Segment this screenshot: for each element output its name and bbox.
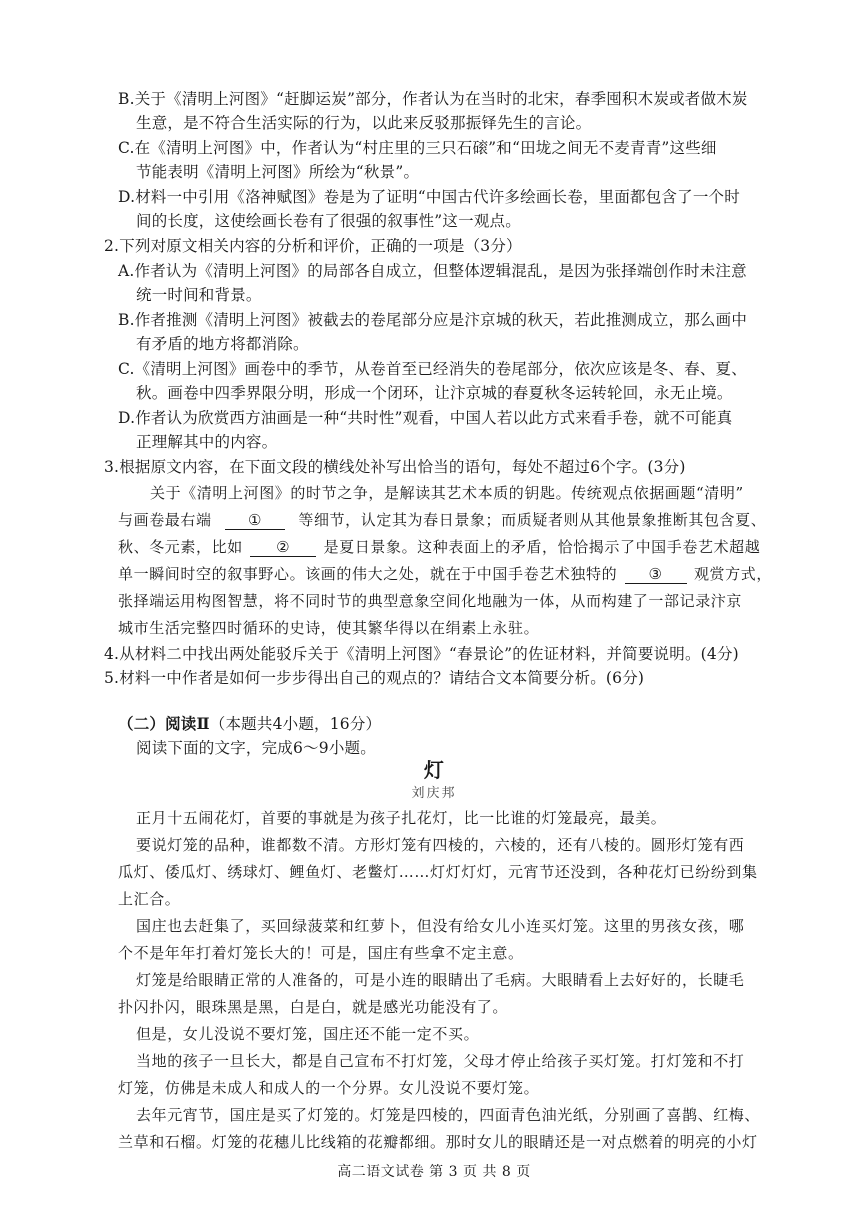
section-2-instruction: 阅读下面的文字，完成6～9小题。 [136,739,376,757]
q1-option-d-line2: 间的长度，这使绘画长卷有了很强的叙事性”这一观点。 [136,212,521,230]
q3-passage-line1: 关于《清明上河图》的时节之争，是解读其艺术本质的钥匙。传统观点依据画题“清明” [150,484,744,502]
q3-passage-text: 与画卷最右端 [118,511,212,529]
q3-stem: 3.根据原文内容，在下面文段的横线处补写出恰当的语句，每处不超过6个字。(3分) [104,458,686,476]
page-footer: 高二语文试卷 第 3 页 共 8 页 [337,1164,531,1180]
story-line: 灯笼，仿佛是未成人和成人的一个分界。女儿没说不要灯笼。 [118,1079,540,1097]
q3-blank-3[interactable]: ③ [625,565,687,584]
story-line: 正月十五闹花灯，首要的事就是为孩子扎花灯，比一比谁的灯笼最亮，最美。 [136,809,667,827]
story-author: 刘庆邦 [411,786,457,801]
story-line: 要说灯笼的品种，谁都数不清。方形灯笼有四棱的，六棱的，还有八棱的。圆形灯笼有西 [136,836,745,854]
story-line: 扑闪扑闪，眼珠黑是黑，白是白，就是感光功能没有了。 [118,998,509,1016]
q3-blank-2[interactable]: ② [250,538,316,557]
q4-stem: 4.从材料二中找出两处能驳斥关于《清明上河图》“春景论”的佐证材料，并简要说明。(4分) [104,645,739,663]
q3-passage-text: 等细节，认定其为春日景象；而质疑者则从其他景象推断其包含夏、 [298,511,767,529]
q2-option-d-line1: D.作者认为欣赏西方油画是一种“共时性”观看，中国人若以此方式来看手卷，就不可能真 [118,409,733,427]
story-line: 瓜灯、倭瓜灯、绣球灯、鲤鱼灯、老鳖灯……灯灯灯灯，元宵节还没到，各种花灯已纷纷到集 [118,863,758,881]
q1-option-d-line1: D.材料一中引用《洛神赋图》卷是为了证明“中国古代许多绘画长卷，里面都包含了一个时 [118,188,740,206]
section-2-note: （本题共4小题，16分） [209,715,382,733]
story-line: 上汇合。 [118,890,181,908]
story-line: 灯笼是给眼睛正常的人准备的，可是小连的眼睛出了毛病。大眼睛看上去好好的，长睫毛 [136,971,745,989]
q1-option-c-line2: 节能表明《清明上河图》所绘为“秋景”。 [136,163,420,181]
q3-passage-text: 是夏日景象。这种表面上的矛盾，恰恰揭示了中国手卷艺术超越 [323,538,761,556]
q3-passage-line2 [118,508,766,532]
q2-option-c-line2: 秋。画卷中四季界限分明，形成一个闭环，让汴京城的春夏秋冬运转轮回，永无止境。 [136,384,733,402]
q3-passage-text: 单一瞬间时空的叙事野心。该画的伟大之处，就在于中国手卷艺术独特的 [118,565,618,583]
section-2-label: （二）阅读Ⅱ [118,714,210,733]
q2-option-b-line2: 有矛盾的地方将都消除。 [136,335,309,353]
q2-option-c-line1: C.《清明上河图》画卷中的季节，从卷首至已经消失的卷尾部分，依次应该是冬、春、夏、 [118,360,747,378]
q1-option-c-line1: C.在《清明上河图》中，作者认为“村庄里的三只石磙”和“田垅之间无不麦青青”这些细 [118,139,717,157]
story-line: 去年元宵节，国庄是买了灯笼的。灯笼是四棱的，四面青色油光纸，分别画了喜鹊、红梅、 [136,1106,761,1124]
q2-option-b-line1: B.作者推测《清明上河图》被截去的卷尾部分应是汴京城的秋天，若此推测成立，那么画中 [118,311,748,329]
q2-option-a-line2: 统一时间和背景。 [136,286,262,304]
q3-passage-line3 [118,535,760,559]
q2-option-d-line2: 正理解其中的内容。 [136,433,278,451]
q3-passage-text: 秋、冬元素，比如 [118,538,243,556]
q1-option-b-line2: 生意，是不符合生活实际的行为，以此来反驳那振铎先生的言论。 [136,114,592,132]
section-2-heading [118,712,381,736]
story-line: 国庄也去赶集了，买回绿菠菜和红萝卜，但没有给女儿小连买灯笼。这里的男孩女孩，哪 [136,917,745,935]
story-line: 个不是年年打着灯笼长大的！可是，国庄有些拿不定主意。 [118,944,524,962]
q3-passage-line4 [118,562,772,586]
q3-passage-line6: 城市生活完整四时循环的史诗，使其繁华得以在绢素上永驻。 [118,619,540,637]
q3-passage-line5: 张择端运用构图智慧，将不同时节的典型意象空间化地融为一体，从而构建了一部记录汴京 [118,592,743,610]
story-line: 当地的孩子一旦长大，都是自己宣布不打灯笼，父母才停止给孩子买灯笼。打灯笼和不打 [136,1052,745,1070]
q1-option-b-line1: B.关于《清明上河图》“赶脚运炭”部分，作者认为在当时的北宋，春季囤积木炭或者做木炭 [118,90,748,108]
q5-stem: 5.材料一中作者是如何一步步得出自己的观点的？请结合文本简要分析。(6分) [104,669,645,687]
story-title: 灯 [423,758,445,782]
q2-option-a-line1: A.作者认为《清明上河图》的局部各自成立，但整体逻辑混乱，是因为张择端创作时未注意 [118,262,747,280]
story-line: 但是，女儿没说不要灯笼，国庄还不能一定不买。 [136,1025,480,1043]
q3-blank-1[interactable]: ① [225,511,285,530]
story-line: 兰草和石榴。灯笼的花穗儿比线箱的花瓣都细。那时女儿的眼睛还是一对点燃着的明亮的小灯 [118,1133,758,1151]
q2-stem: 2.下列对原文相关内容的分析和评价，正确的一项是（3分） [104,237,522,255]
q3-passage-text: 观赏方式， [693,565,772,583]
